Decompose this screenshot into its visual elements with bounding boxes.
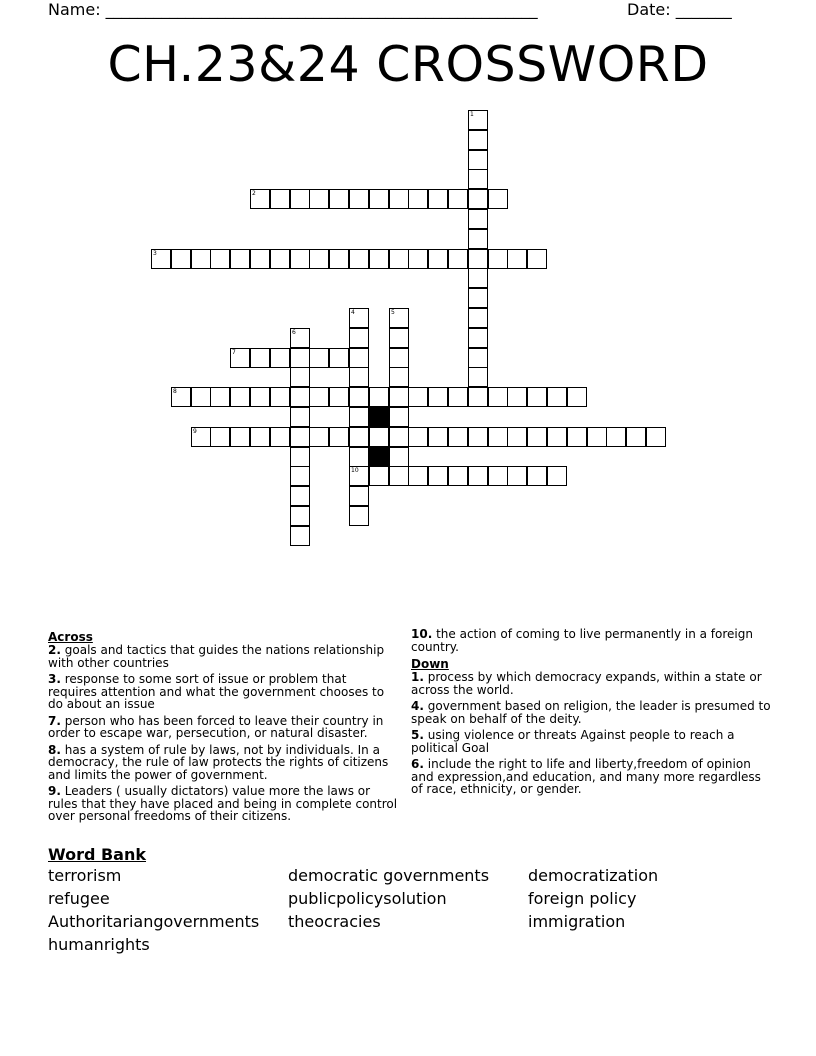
crossword-cell[interactable] — [210, 249, 230, 269]
crossword-cell[interactable] — [468, 308, 488, 328]
crossword-cell[interactable] — [309, 387, 329, 407]
crossword-cell[interactable] — [547, 387, 567, 407]
crossword-cell[interactable] — [547, 466, 567, 486]
crossword-cell[interactable] — [349, 348, 369, 368]
crossword-cell[interactable] — [329, 189, 349, 209]
crossword-cell[interactable] — [210, 387, 230, 407]
crossword-cell[interactable] — [389, 427, 409, 447]
word-bank-item: humanrights — [48, 935, 150, 954]
crossword-cell[interactable] — [349, 189, 369, 209]
crossword-cell[interactable] — [468, 130, 488, 150]
clues-column-right — [411, 628, 771, 800]
clue-number: 7 — [232, 349, 236, 356]
crossword-cell[interactable] — [527, 427, 547, 447]
crossword-cell[interactable] — [389, 367, 409, 387]
crossword-cell[interactable] — [270, 189, 290, 209]
clue-number: 3 — [153, 250, 157, 257]
across-clue-10: 10. the action of coming to live permanently in a foreign country. — [411, 627, 753, 654]
crossword-cell[interactable] — [270, 427, 290, 447]
crossword-cell[interactable] — [428, 387, 448, 407]
crossword-cell[interactable] — [290, 387, 310, 407]
crossword-cell[interactable] — [468, 466, 488, 486]
crossword-cell[interactable] — [290, 526, 310, 546]
date-field-label: Date: _______ — [627, 0, 732, 19]
crossword-cell[interactable] — [468, 209, 488, 229]
crossword-cell[interactable] — [547, 427, 567, 447]
crossword-cell[interactable] — [507, 249, 527, 269]
crossword-cell[interactable] — [349, 308, 369, 328]
down-heading: Down — [411, 657, 449, 671]
crossword-cell[interactable] — [468, 328, 488, 348]
crossword-cell[interactable] — [488, 189, 508, 209]
crossword-cell[interactable] — [270, 348, 290, 368]
crossword-cell[interactable] — [309, 427, 329, 447]
crossword-cell[interactable] — [349, 427, 369, 447]
crossword-cell[interactable] — [349, 486, 369, 506]
crossword-cell[interactable] — [290, 189, 310, 209]
crossword-cell[interactable] — [507, 387, 527, 407]
down-clue-6: 6. include the right to life and liberty,freedom of opinion and expression,and education, and many more regardless of race, ethnicity, or gender. — [411, 757, 761, 796]
crossword-cell[interactable] — [191, 249, 211, 269]
clue-number: 6 — [292, 329, 296, 336]
crossword-cell[interactable] — [408, 427, 428, 447]
crossword-cell[interactable] — [488, 466, 508, 486]
crossword-cell[interactable] — [349, 387, 369, 407]
down-clue-1: 1. process by which democracy expands, within a state or across the world. — [411, 670, 762, 697]
clue-number: 5 — [391, 309, 395, 316]
crossword-cell[interactable] — [389, 249, 409, 269]
crossword-cell[interactable] — [230, 249, 250, 269]
clue-number: 2 — [252, 190, 256, 197]
crossword-cell[interactable] — [448, 427, 468, 447]
crossword-cell[interactable] — [428, 189, 448, 209]
word-bank-heading: Word Bank — [48, 845, 147, 864]
crossword-cell[interactable] — [349, 466, 369, 486]
crossword-cell[interactable] — [191, 427, 211, 447]
crossword-cell[interactable] — [567, 387, 587, 407]
crossword-cell[interactable] — [309, 249, 329, 269]
across-clue-3: 3. response to some sort of issue or problem that requires attention and what the government chooses to do about an issue — [48, 672, 385, 711]
crossword-cell[interactable] — [290, 447, 310, 467]
crossword-cell[interactable] — [369, 189, 389, 209]
crossword-cell[interactable] — [527, 249, 547, 269]
across-clue-8: 8. has a system of rule by laws, not by individuals. In a democracy, the rule of law protects the rights of citizens and limits the power of government. — [48, 742, 389, 782]
clue-number: 8 — [173, 388, 177, 395]
crossword-cell[interactable] — [646, 427, 666, 447]
crossword-cell[interactable] — [567, 427, 587, 447]
page-title: CH.23&24 CROSSWORD — [107, 36, 709, 93]
crossword-cell[interactable] — [389, 387, 409, 407]
crossword-cell[interactable] — [171, 249, 191, 269]
crossword-cell[interactable] — [488, 427, 508, 447]
crossword-cell[interactable] — [369, 387, 389, 407]
crossword-cell[interactable] — [408, 249, 428, 269]
crossword-cell[interactable] — [270, 249, 290, 269]
crossword-cell[interactable] — [626, 427, 646, 447]
crossword-cell[interactable] — [468, 288, 488, 308]
crossword-cell[interactable] — [468, 387, 488, 407]
crossword-cell[interactable] — [369, 249, 389, 269]
crossword-cell[interactable] — [468, 110, 488, 130]
word-bank-item: foreign policy — [528, 889, 637, 908]
crossword-cell[interactable] — [428, 249, 448, 269]
crossword-cell[interactable] — [290, 466, 310, 486]
down-clue-4: 4. government based on religion, the leader is presumed to speak on behalf of the deity. — [411, 699, 771, 726]
crossword-cell[interactable] — [290, 427, 310, 447]
crossword-cell[interactable] — [468, 268, 488, 288]
clue-number: 1 — [470, 111, 474, 118]
crossword-cell[interactable] — [309, 189, 329, 209]
crossword-cell[interactable] — [349, 407, 369, 427]
crossword-cell[interactable] — [250, 387, 270, 407]
crossword-cell[interactable] — [290, 486, 310, 506]
clue-number: 10 — [351, 467, 359, 474]
across-clue-7: 7. person who has been forced to leave their country in order to escape war, persecution, or natural disaster. — [48, 713, 384, 740]
crossword-cell[interactable] — [527, 466, 547, 486]
clues-column-left — [48, 628, 398, 827]
crossword-cell[interactable] — [349, 249, 369, 269]
crossword-cell[interactable] — [250, 189, 270, 209]
crossword-cell[interactable] — [507, 427, 527, 447]
crossword-cell[interactable] — [389, 328, 409, 348]
crossword-cell[interactable] — [329, 348, 349, 368]
crossword-cell[interactable] — [468, 150, 488, 170]
crossword-cell[interactable] — [468, 348, 488, 368]
crossword-cell[interactable] — [468, 229, 488, 249]
crossword-cell[interactable] — [428, 427, 448, 447]
crossword-cell[interactable] — [606, 427, 626, 447]
crossword-cell[interactable] — [389, 348, 409, 368]
crossword-cell[interactable] — [290, 407, 310, 427]
down-clue-5: 5. using violence or threats Against people to reach a political Goal — [411, 728, 735, 755]
crossword-cell[interactable] — [448, 189, 468, 209]
crossword-cell[interactable] — [309, 348, 329, 368]
crossword-cell[interactable] — [329, 387, 349, 407]
crossword-cell[interactable] — [349, 506, 369, 526]
word-bank-item: terrorism — [48, 866, 122, 885]
crossword-cell[interactable] — [270, 387, 290, 407]
crossword-cell[interactable] — [408, 466, 428, 486]
crossword-cell[interactable] — [468, 249, 488, 269]
crossword-cell[interactable] — [448, 387, 468, 407]
word-bank-item: Authoritariangovernments — [48, 912, 260, 931]
crossword-cell[interactable] — [250, 427, 270, 447]
crossword-cell[interactable] — [230, 387, 250, 407]
crossword-cell[interactable] — [329, 427, 349, 447]
crossword-cell[interactable] — [329, 249, 349, 269]
crossword-cell[interactable] — [488, 249, 508, 269]
crossword-cell[interactable] — [389, 447, 409, 467]
crossword-cell[interactable] — [369, 427, 389, 447]
crossword-cell[interactable] — [230, 427, 250, 447]
word-bank-item: democratic governments — [288, 866, 490, 885]
crossword-cell[interactable] — [389, 308, 409, 328]
crossword-cell[interactable] — [389, 189, 409, 209]
word-bank-item: refugee — [48, 889, 110, 908]
crossword-cell[interactable] — [230, 348, 250, 368]
crossword-cell[interactable] — [210, 427, 230, 447]
crossword-cell[interactable] — [507, 466, 527, 486]
crossword-cell[interactable] — [587, 427, 607, 447]
across-heading: Across — [48, 630, 93, 644]
name-field-label: Name: ______________________________________________________ — [48, 0, 538, 19]
crossword-cell[interactable] — [349, 447, 369, 467]
across-clue-9: 9. Leaders ( usually dictators) value more the laws or rules that they have placed and being in complete control over personal freedoms of their citizens. — [48, 784, 398, 823]
clue-number: 9 — [193, 428, 197, 435]
crossword-cell[interactable] — [468, 169, 488, 189]
crossword-cell[interactable] — [389, 466, 409, 486]
across-clue-2: 2. goals and tactics that guides the nations relationship with other countries — [48, 643, 385, 670]
crossword-cell[interactable] — [408, 189, 428, 209]
crossword-cell[interactable] — [448, 249, 468, 269]
crossword-cell[interactable] — [349, 328, 369, 348]
clue-number: 4 — [351, 309, 355, 316]
crossword-black-cell — [369, 407, 389, 427]
word-bank-item: publicpolicysolution — [288, 889, 447, 908]
word-bank-item: theocracies — [288, 912, 381, 931]
word-bank-item: democratization — [528, 866, 659, 885]
crossword-cell[interactable] — [408, 387, 428, 407]
crossword-cell[interactable] — [290, 367, 310, 387]
crossword-cell[interactable] — [171, 387, 191, 407]
crossword-cell[interactable] — [290, 348, 310, 368]
word-bank — [48, 866, 768, 958]
crossword-cell[interactable] — [290, 328, 310, 348]
crossword-cell[interactable] — [191, 387, 211, 407]
crossword-black-cell — [369, 447, 389, 467]
crossword-cell[interactable] — [468, 189, 488, 209]
crossword-cell[interactable] — [250, 249, 270, 269]
crossword-cell[interactable] — [290, 506, 310, 526]
crossword-cell[interactable] — [389, 407, 409, 427]
crossword-cell[interactable] — [151, 249, 171, 269]
crossword-cell[interactable] — [488, 387, 508, 407]
crossword-cell[interactable] — [468, 427, 488, 447]
crossword-cell[interactable] — [250, 348, 270, 368]
crossword-cell[interactable] — [369, 466, 389, 486]
crossword-cell[interactable] — [428, 466, 448, 486]
crossword-cell[interactable] — [448, 466, 468, 486]
crossword-cell[interactable] — [349, 367, 369, 387]
crossword-cell[interactable] — [468, 367, 488, 387]
crossword-cell[interactable] — [290, 249, 310, 269]
crossword-cell[interactable] — [527, 387, 547, 407]
word-bank-item: immigration — [528, 912, 626, 931]
